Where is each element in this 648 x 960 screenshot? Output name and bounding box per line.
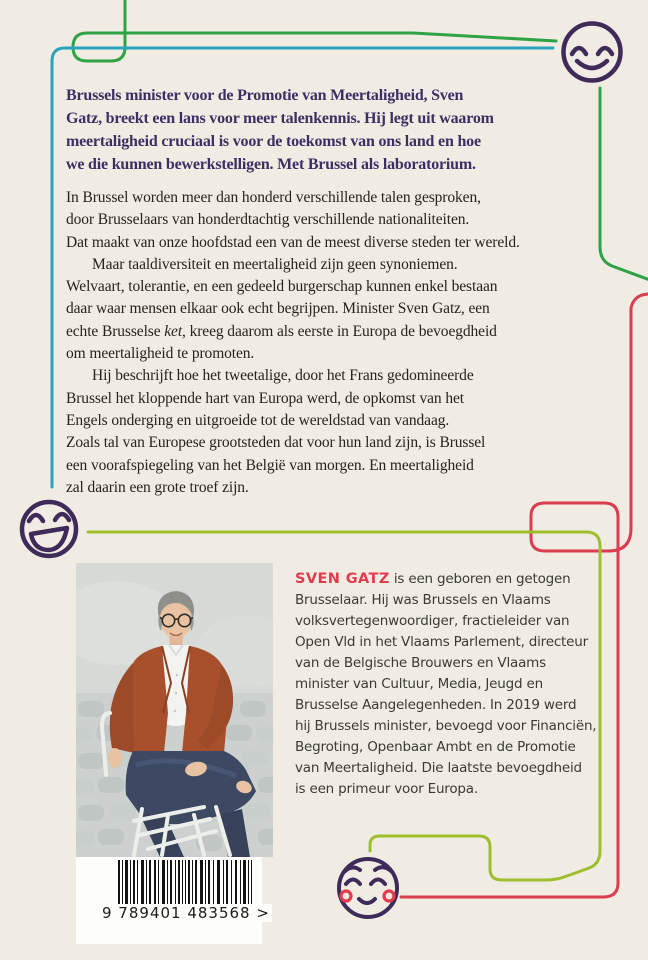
green-right-line [600,88,648,280]
bio-line: Brusselse Aangelegenheden. In 2019 werd [295,697,577,713]
laughing-face-icon [22,502,76,556]
barcode-digits: 9 789401 483568 > [102,904,270,922]
bio-line: Brusselaar. Hij was Brussels en Vlaams [295,592,551,608]
body-line: Maar taaldiversiteit en meertaligheid zijn geen synoniemen. [92,255,458,273]
body-line: een voorafspiegeling van het België van morgen. En meertaligheid [66,456,474,474]
heading-line: meertaligheid cruciaal is voor de toekomst van ons land en hoe [66,133,481,150]
blurb-body [66,187,520,499]
body-line: Zoals tal van Europese grootsteden dat voor hun land zijn, is Brussel [66,434,486,452]
bio-line: minister van Cultuur, Media, Jeugd en [295,676,543,692]
bio-line: van Meertaligheid. Die laatste bevoegdheid [295,760,582,776]
heading-line: Brussels minister voor de Promotie van Meertaligheid, Sven [66,87,464,104]
body-line: om meertaligheid te promoten. [66,345,255,363]
green-top-line [73,0,556,61]
smiling-face-icon [564,24,621,81]
body-line: echte Brusselse ket, kreeg daarom als eerste in Europa de bevoegdheid [66,322,497,340]
body-line: Welvaart, tolerantie, en een gedeeld burgerschap kunnen enkel bestaan [66,278,498,296]
bio-line: hij Brussels minister, bevoegd voor Financiën, [295,718,597,734]
bio-line: Begroting, Openbaar Ambt en de Promotie [295,739,576,755]
body-line: daar waar mensen elkaar ook echt begrijpen. Minister Sven Gatz, een [66,300,490,318]
body-line: Brussel het kloppende hart van Europa werd, de opkomst van het [66,389,464,407]
heading-line: Gatz, breekt een lans voor meer talenkennis. Hij legt uit waarom [66,110,494,127]
heading-line: we die kunnen bewerkstelligen. Met Brussel als laboratorium. [66,156,476,173]
author-photo [76,563,273,857]
body-line: Hij beschrijft hoe het tweetalige, door het Frans gedomineerde [92,367,474,385]
body-line: Engels onderging en uitgroeide tot de wereldstad van vandaag. [66,411,450,429]
author-name: SVEN GATZ [295,571,390,587]
body-line: Dat maakt van onze hoofdstad een van de meest diverse steden ter wereld. [66,233,520,251]
bio-line: Open Vld in het Vlaams Parlement, directeur [295,634,588,650]
bio-line: van de Belgische Brouwers en Vlaams [295,655,546,671]
body-line: zal daarin een grote troef zijn. [66,478,249,496]
body-line: door Brusselaars van honderdtachtig verschillende nationaliteiten. [66,211,470,229]
bio-line: is een primeur voor Europa. [295,781,478,797]
blurb-heading [66,84,494,176]
bio-line: SVEN GATZ is een geboren en getogen [295,571,571,587]
barcode-panel [76,857,270,944]
blushing-face-icon [339,859,397,917]
body-line: In Brussel worden meer dan honderd verschillende talen gesproken, [66,189,481,206]
bio-line: volksvertegenwoordiger, fractieleider van [295,613,570,629]
author-bio [295,569,596,800]
